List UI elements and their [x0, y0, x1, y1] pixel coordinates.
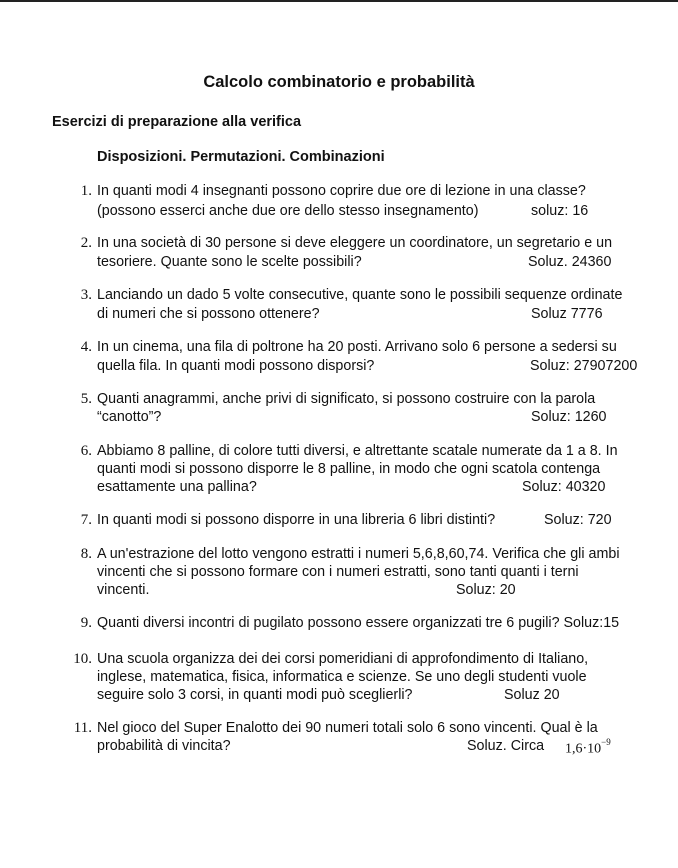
exercise-number: 2. — [80, 235, 92, 251]
formula-base: 1,6·10 — [565, 741, 602, 757]
exercise-text-line: (possono esserci anche due ore dello stesso insegnamento) — [97, 203, 479, 219]
exercise-solution: Soluz 20 — [504, 687, 560, 703]
exercise-number: 7. — [80, 512, 92, 528]
exercise-number: 11. — [73, 720, 92, 736]
exercise-number: 9. — [80, 615, 92, 631]
exercise-text-line: quanti modi si possono disporre le 8 palline, in modo che ogni scatola contenga — [97, 461, 601, 477]
exercise-text-line: In quanti modi si possono disporre in una libreria 6 libri distinti? — [97, 512, 496, 528]
exercise-text-line: inglese, matematica, fisica, informatica e scienze. Se uno degli studenti vuole — [97, 669, 587, 685]
section-heading: Disposizioni. Permutazioni. Combinazioni — [97, 149, 385, 165]
exercise-text-line: A un'estrazione del lotto vengono estratti i numeri 5,6,8,60,74. Verifica che gli ambi — [97, 546, 620, 562]
exercise-solution: Soluz: 720 — [544, 512, 612, 528]
exercise-number: 3. — [80, 287, 92, 303]
exercise-text-line: tesoriere. Quante sono le scelte possibili? — [97, 254, 362, 270]
exercise-text-line: esattamente una pallina? — [97, 479, 257, 495]
exercise-text-line: di numeri che si possono ottenere? — [97, 306, 320, 322]
exercise-number: 8. — [80, 546, 92, 562]
exercise-text-line: seguire solo 3 corsi, in quanti modi può sceglierli? — [97, 687, 413, 703]
exercise-text-line: In un cinema, una fila di poltrone ha 20 posti. Arrivano solo 6 persone a sedersi su — [97, 339, 617, 355]
exercise-solution: Soluz: 1260 — [531, 409, 607, 425]
formula-exponent: −9 — [601, 737, 611, 747]
exercise-solution: Soluz. 24360 — [528, 254, 612, 270]
exercise-text-line: Nel gioco del Super Enalotto dei 90 numeri totali solo 6 sono vincenti. Qual è la — [97, 720, 598, 736]
probability-formula — [565, 739, 611, 758]
exercise-number: 5. — [80, 391, 92, 407]
exercise-text-line: Abbiamo 8 palline, di colore tutti diversi, e altrettante scatale numerate da 1 a 8. In — [97, 443, 618, 459]
exercise-number: 6. — [80, 443, 92, 459]
exercise-text-line: vincenti. — [97, 582, 150, 598]
exercise-solution: Soluz. Circa — [467, 738, 545, 754]
exercise-text-line: In una società di 30 persone si deve eleggere un coordinatore, un segretario e un — [97, 235, 613, 251]
exercise-text-line: “canotto”? — [97, 409, 162, 425]
exercise-solution: Soluz: 20 — [456, 582, 516, 598]
exercise-solution: Soluz: 40320 — [522, 479, 606, 495]
exercise-text-line: Quanti diversi incontri di pugilato possono essere organizzati tre 6 pugili? Soluz:15 — [97, 615, 620, 631]
page-subtitle: Esercizi di preparazione alla verifica — [52, 114, 302, 130]
exercise-number: 1. — [80, 183, 92, 199]
exercise-text-line: probabilità di vincita? — [97, 738, 231, 754]
exercise-text-line: In quanti modi 4 insegnanti possono coprire due ore di lezione in una classe? — [97, 183, 586, 199]
exercise-solution: soluz: 16 — [531, 203, 589, 219]
exercise-number: 4. — [80, 339, 92, 355]
exercise-text-line: Lanciando un dado 5 volte consecutive, quante sono le possibili sequenze ordinate — [97, 287, 623, 303]
page-title: Calcolo combinatorio e probabilità — [203, 73, 475, 91]
exercise-number: 10. — [73, 651, 92, 667]
exercise-text-line: quella fila. In quanti modi possono disporsi? — [97, 358, 375, 374]
top-border — [0, 0, 678, 2]
exercise-text-line: vincenti che si possono formare con i numeri estratti, sono tanti quanti i terni — [97, 564, 579, 580]
exercise-text-line: Quanti anagrammi, anche privi di significato, si possono costruire con la parola — [97, 391, 596, 407]
exercise-solution: Soluz 7776 — [531, 306, 603, 322]
exercise-solution: Soluz: 27907200 — [530, 358, 638, 374]
exercise-text-line: Una scuola organizza dei dei corsi pomeridiani di approfondimento di Italiano, — [97, 651, 589, 667]
